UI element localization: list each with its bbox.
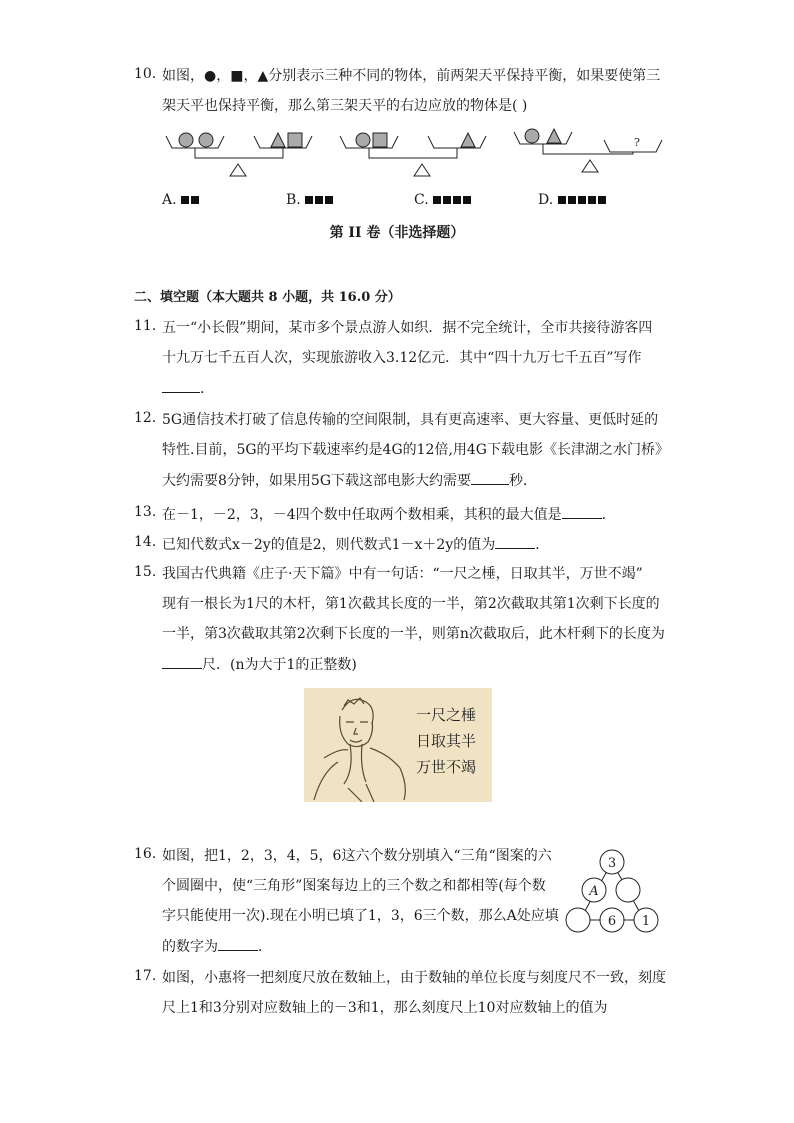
- question-text: 尺．(n为大于1的正整数): [162, 654, 357, 674]
- circle-object: [179, 133, 193, 147]
- option-label: A.: [162, 192, 177, 208]
- question-number: 11.: [134, 318, 157, 334]
- question-text: 架天平也保持平衡，那么第三架天平的右边应放的物体是( ): [162, 98, 528, 114]
- square-symbol: [325, 196, 333, 204]
- question-text: 在－1，－2，3，－4四个数中任取两个数相乘，其积的最大值是 ．: [162, 504, 616, 524]
- option-label: B.: [286, 192, 301, 208]
- square-symbol: [453, 196, 461, 204]
- question-number: 14.: [134, 534, 157, 550]
- question-text: 如图，把1，2，3，4，5，6这六个数分别填入“三角“图案的六: [162, 848, 552, 864]
- question-text: 已知代数式x－2y的值是2，则代数式1－x＋2y的值为 ．: [162, 534, 549, 554]
- square-symbol: [305, 196, 313, 204]
- question-mark: ?: [634, 136, 640, 149]
- question-text: 如图，小惠将一把刻度尺放在数轴上，由于数轴的单位长度与刻度尺不一致，刻度: [162, 970, 666, 986]
- question-text: 现有一根长为1尺的木杆，第1次截其长度的一半，第2次截取其第1次剩下长度的: [162, 596, 660, 612]
- square-symbol: [578, 196, 586, 204]
- square-symbol: [191, 196, 199, 204]
- circle-bottom-left: [566, 908, 590, 932]
- option-label: D.: [538, 192, 554, 208]
- option-squares: [433, 192, 473, 208]
- section-header: 二、填空题（本大题共 8 小题，共 16.0 分）: [134, 290, 401, 305]
- scale-2: [340, 133, 486, 176]
- square-symbol: [598, 196, 606, 204]
- question-text: 大约需要8分钟，如果用5G下载这部电影大约需要 秒．: [162, 470, 537, 490]
- circle-bottom-mid-label: 6: [607, 914, 617, 929]
- question-10: [134, 66, 674, 126]
- question-number: 17.: [134, 968, 157, 984]
- part-title: 第 II 卷（非选择题）: [329, 225, 465, 241]
- circle-object: [525, 129, 539, 143]
- answer-blank[interactable]: [562, 504, 602, 519]
- circle-right-mid: [616, 878, 640, 902]
- square-symbol: [463, 196, 471, 204]
- question-text: 十九万七千五百人次，实现旅游收入3.12亿元．其中“四十九万七千五百”写作: [162, 350, 642, 366]
- option-squares: [181, 192, 201, 208]
- triangle-object: [461, 133, 475, 147]
- question-number: 16.: [134, 846, 157, 862]
- question-text: 如图，●，■，▲分别表示三种不同的物体，前两架天平保持平衡，如果要使第三: [162, 68, 661, 84]
- answer-blank[interactable]: [162, 654, 202, 669]
- question-17: [134, 968, 674, 1020]
- triangle-object: [547, 129, 561, 143]
- question-text: ．: [162, 378, 214, 398]
- question-12: [134, 410, 674, 492]
- answer-blank[interactable]: [495, 534, 535, 549]
- question-text: 字只能使用一次).现在小明已填了1，3，6三个数，那么A处应填: [162, 908, 559, 924]
- question-text: 我国古代典籍《庄子·天下篇》中有一句话：“一尺之棰，日取其半，万世不竭”: [162, 566, 643, 582]
- square-symbol: [433, 196, 441, 204]
- circle-object: [199, 133, 213, 147]
- question-text: 5G通信技术打破了信息传输的空间限制，具有更高速率、更大容量、更低时延的: [162, 412, 659, 428]
- triangle-circles-figure: [564, 848, 674, 940]
- question-16: [134, 846, 559, 958]
- question-text: 五一“小长假”期间，某市多个景点游人如织．据不完全统计，全市共接待游客四: [162, 320, 653, 336]
- question-number: 10.: [134, 66, 157, 82]
- square-symbol: [315, 196, 323, 204]
- circle-bottom-right-label: 1: [641, 914, 651, 929]
- question-text: 尺上1和3分别对应数轴上的－3和1，那么刻度尺上10对应数轴上的值为: [162, 1000, 608, 1016]
- option-d[interactable]: [538, 192, 608, 208]
- square-object: [288, 133, 302, 147]
- triangle-object: [271, 133, 285, 147]
- option-label: C.: [414, 192, 429, 208]
- option-b[interactable]: [286, 192, 335, 208]
- balance-scales-figure: [160, 128, 680, 178]
- option-a[interactable]: [162, 192, 201, 208]
- square-symbol: [181, 196, 189, 204]
- square-object: [373, 133, 387, 147]
- question-number: 13.: [134, 504, 157, 520]
- scale-1: [166, 133, 312, 176]
- circle-left-mid-label: A: [589, 884, 599, 899]
- scale-3: [514, 129, 662, 172]
- answer-blank[interactable]: [218, 936, 258, 951]
- square-symbol: [443, 196, 451, 204]
- question-13: [134, 504, 674, 526]
- question-text: 特性.目前，5G的平均下载速率约是4G的12倍,用4G下载电影《长津湖之水门桥》: [162, 442, 669, 458]
- question-text: 的数字为 ．: [162, 936, 272, 956]
- square-symbol: [588, 196, 596, 204]
- question-text: 个圆圈中，使“三角形”图案每边上的三个数之和都相等(每个数: [162, 878, 546, 894]
- question-number: 15.: [134, 564, 157, 580]
- zhuangzi-illustration: [304, 688, 492, 802]
- calligraphy-text: 一尺之棰 日取其半 万世不竭: [416, 706, 477, 776]
- question-number: 12.: [134, 410, 157, 426]
- square-symbol: [568, 196, 576, 204]
- circle-object: [356, 133, 370, 147]
- answer-blank[interactable]: [471, 470, 509, 485]
- question-11: [134, 318, 674, 400]
- option-squares: [558, 192, 608, 208]
- square-symbol: [558, 196, 566, 204]
- option-c[interactable]: [414, 192, 473, 208]
- option-squares: [305, 192, 335, 208]
- question-14: [134, 534, 674, 556]
- answer-blank[interactable]: [162, 378, 200, 393]
- question-15: [134, 564, 674, 676]
- circle-top-label: 3: [607, 856, 617, 871]
- question-text: 一半，第3次截取其第2次剩下长度的一半，则第n次截取后，此木杆剩下的长度为: [162, 626, 665, 642]
